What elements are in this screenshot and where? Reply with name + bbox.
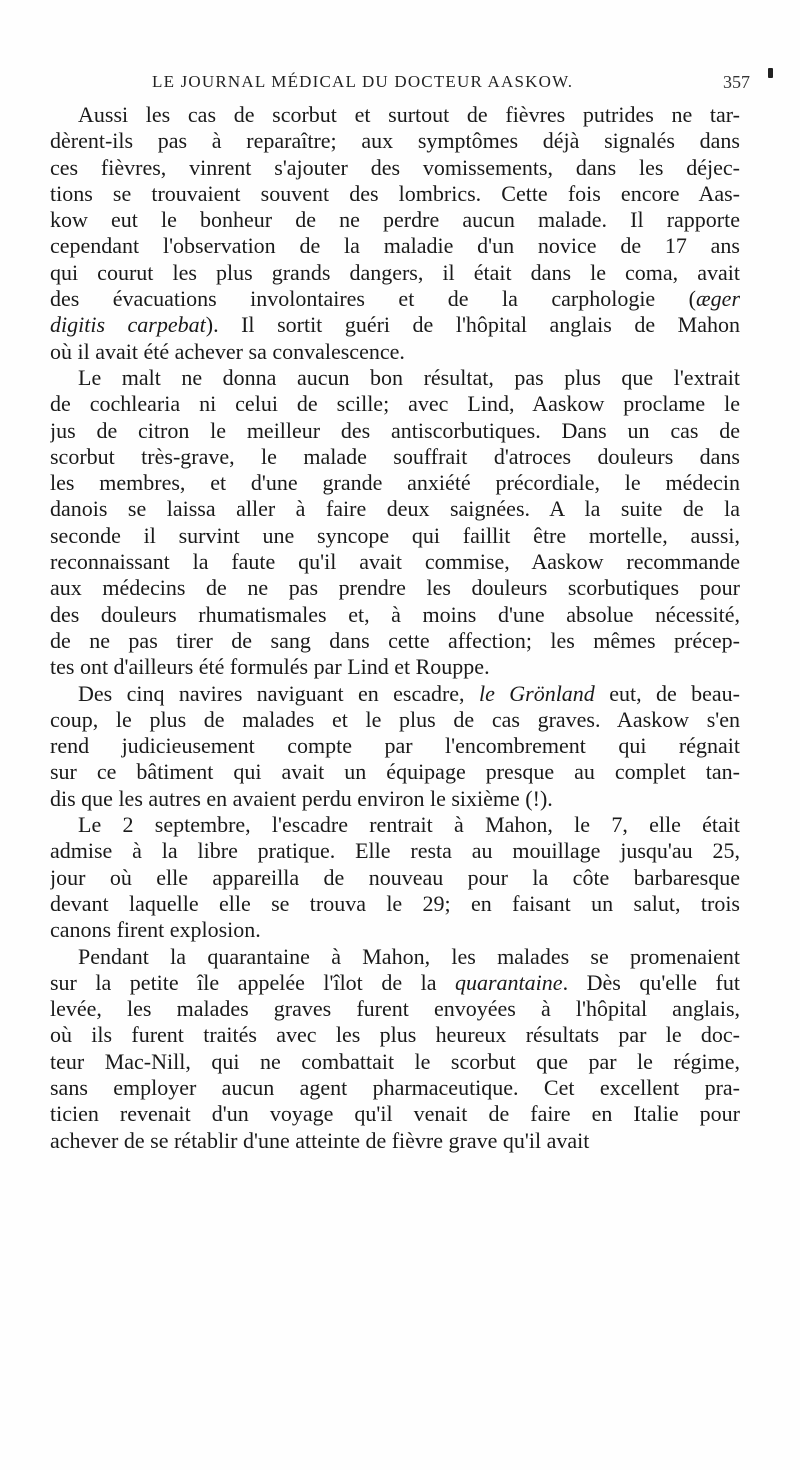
text-line: ces fièvres, vinrent s'ajouter des vomissements, dans les déjec- bbox=[50, 154, 740, 180]
text-line: seconde il survint une syncope qui faillit être mortelle, aussi, bbox=[50, 522, 740, 548]
italic-text: æger bbox=[696, 286, 740, 312]
paragraph bbox=[50, 102, 740, 365]
text-line: achever de se rétablir d'une atteinte de fièvre grave qu'il avait bbox=[50, 1127, 590, 1153]
text-segment: eut, de beau- bbox=[594, 680, 740, 706]
text-line: rend judicieusement compte par l'encombrement qui régnait bbox=[50, 733, 740, 759]
text-line: devant laquelle elle se trouva le 29; en faisant un salut, trois bbox=[50, 890, 740, 916]
text-line bbox=[50, 312, 740, 338]
text-line: scorbut très-grave, le malade souffrait d'atroces douleurs dans bbox=[50, 443, 740, 469]
text-line: les membres, et d'une grande anxiété précordiale, le médecin bbox=[50, 470, 740, 496]
text-line: aux médecins de ne pas prendre les douleurs scorbutiques pour bbox=[50, 575, 740, 601]
text-line: où il avait été achever sa convalescence. bbox=[50, 338, 405, 364]
text-line: où ils furent traités avec les plus heureux résultats par le doc- bbox=[50, 1022, 740, 1048]
text-line: levée, les malades graves furent envoyées à l'hôpital anglais, bbox=[50, 996, 740, 1022]
text-line: Le 2 septembre, l'escadre rentrait à Mahon, le 7, elle était bbox=[78, 812, 740, 838]
text-line: de ne pas tirer de sang dans cette affection; les mêmes précep- bbox=[50, 627, 740, 653]
text-line: canons firent explosion. bbox=[50, 917, 261, 943]
text-line bbox=[50, 286, 740, 312]
text-line: ticien revenait d'un voyage qu'il venait de faire en Italie pour bbox=[50, 1101, 740, 1127]
text-line: cependant l'observation de la maladie d'un novice de 17 ans bbox=[50, 233, 740, 259]
paragraph bbox=[50, 365, 740, 681]
text-line: sur ce bâtiment qui avait un équipage presque au complet tan- bbox=[50, 759, 740, 785]
text-line: jus de citron le meilleur des antiscorbutiques. Dans un cas de bbox=[50, 417, 740, 443]
text-line: danois se laissa aller à faire deux saignées. A la suite de la bbox=[50, 496, 740, 522]
text-segment: ). Il sortit guéri de l'hôpital anglais de Mahon bbox=[205, 312, 740, 338]
margin-mark bbox=[768, 68, 773, 78]
text-line: coup, le plus de malades et le plus de cas graves. Aaskow s'en bbox=[50, 706, 740, 732]
italic-text: digitis carpebat bbox=[50, 312, 206, 338]
text-line: dèrent-ils pas à reparaître; aux symptômes déjà signalés dans bbox=[50, 128, 740, 154]
text-line: teur Mac-Nill, qui ne combattait le scorbut que par le régime, bbox=[50, 1048, 740, 1074]
text-segment: sur la petite île appelée l'îlot de la bbox=[50, 969, 455, 995]
text-line: sans employer aucun agent pharmaceutique. Cet excellent pra- bbox=[50, 1074, 740, 1100]
text-segment: . Dès qu'elle fut bbox=[562, 969, 740, 995]
text-line: des douleurs rhumatismales et, à moins d'une absolue nécessité, bbox=[50, 601, 740, 627]
page-header bbox=[70, 72, 750, 102]
text-line: reconnaissant la faute qu'il avait commise, Aaskow recommande bbox=[50, 549, 740, 575]
text-line: qui courut les plus grands dangers, il était dans le coma, avait bbox=[50, 259, 740, 285]
text-segment: Des cinq navires naviguant en escadre, bbox=[78, 680, 479, 706]
text-line: kow eut le bonheur de ne perdre aucun malade. Il rapporte bbox=[50, 207, 740, 233]
text-line: admise à la libre pratique. Elle resta au mouillage jusqu'au 25, bbox=[50, 838, 740, 864]
text-line: jour où elle appareilla de nouveau pour la côte barbaresque bbox=[50, 864, 740, 890]
text-line: Aussi les cas de scorbut et surtout de fièvres putrides ne tar- bbox=[78, 102, 740, 127]
paragraph bbox=[50, 681, 740, 812]
text-segment: des évacuations involontaires et de la carphologie ( bbox=[50, 286, 696, 312]
text-line: Le malt ne donna aucun bon résultat, pas plus que l'extrait bbox=[78, 364, 740, 390]
paragraph bbox=[50, 812, 740, 943]
text-line: de cochlearia ni celui de scille; avec Lind, Aaskow proclame le bbox=[50, 391, 740, 417]
paragraph bbox=[50, 944, 740, 1154]
text-line bbox=[50, 681, 740, 707]
text-line: tions se trouvaient souvent des lombrics. Cette fois encore Aas- bbox=[50, 180, 740, 206]
text-line: Pendant la quarantaine à Mahon, les malades se promenaient bbox=[78, 943, 740, 969]
text-line: dis que les autres en avaient perdu environ le sixième (!). bbox=[50, 785, 553, 811]
text-line bbox=[50, 970, 740, 996]
text-line: tes ont d'ailleurs été formulés par Lind et Rouppe. bbox=[50, 654, 490, 680]
running-head: LE JOURNAL MÉDICAL DU DOCTEUR AASKOW. bbox=[152, 72, 574, 91]
italic-text: le Grönland bbox=[478, 680, 595, 706]
italic-text: quarantaine bbox=[455, 969, 563, 995]
page-number: 357 bbox=[723, 72, 750, 92]
body-text bbox=[50, 102, 740, 1154]
